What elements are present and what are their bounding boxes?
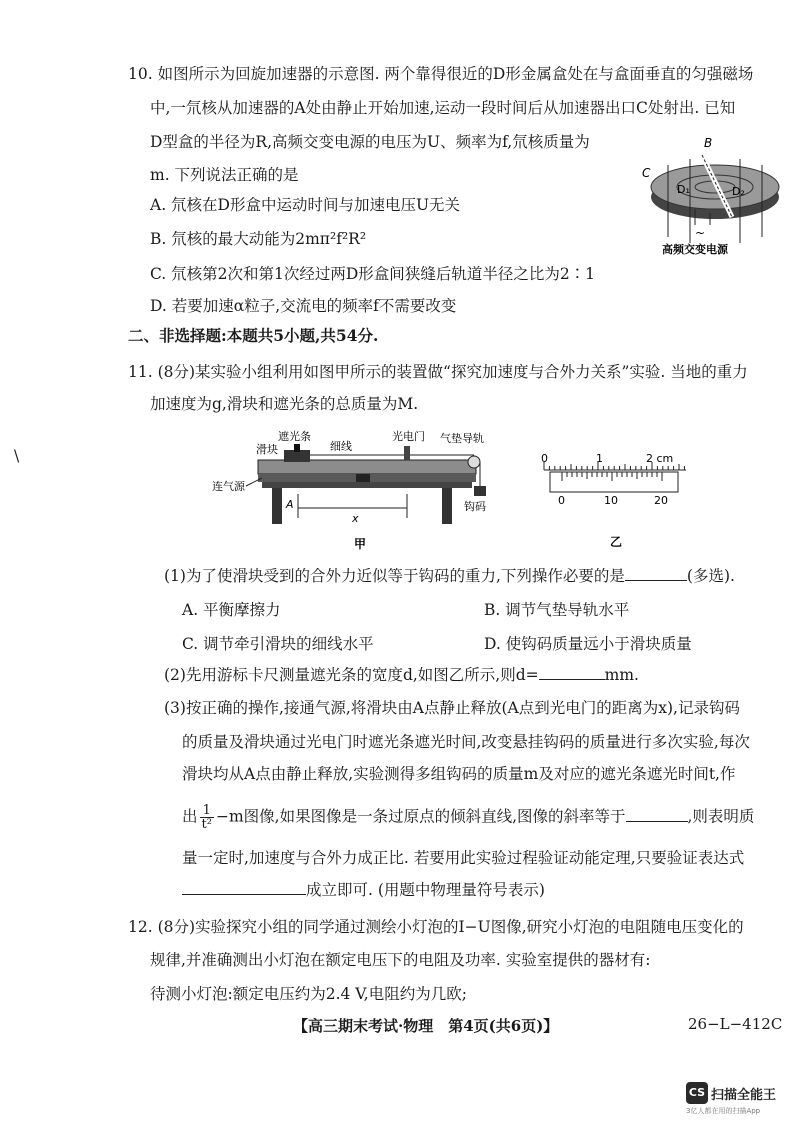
q11-sub1-note: (多选). <box>686 567 735 585</box>
label-d2: D₂ <box>732 185 745 198</box>
table-leg-left <box>272 488 282 524</box>
fraction-denominator: t² <box>201 817 212 832</box>
table-top <box>262 482 472 488</box>
q11-sub3-line2: 的质量及滑块通过光电门时遮光条遮光时间,改变悬挂钩码的质量进行多次实验,每次 <box>182 733 750 751</box>
q11-sub3-line3: 滑块均从A点由静止释放,实验测得多组钩码的质量m及对应的遮光条遮光时间t,作 <box>182 765 736 783</box>
q10-line2: 中,一氘核从加速器的A处由静止开始加速,运动一段时间后从加速器出口C处射出. 已知 <box>150 99 736 117</box>
vernier-tick-label-0: 0 <box>558 494 565 507</box>
q11-sub3-slope-blank[interactable] <box>626 807 688 822</box>
q10-option-b: B. 氘核的最大动能为2mπ²f²R² <box>150 230 367 248</box>
q11-sub1-option-c: C. 调节牵引滑块的细线水平 <box>182 635 374 653</box>
caption-jia: 甲 <box>354 537 367 551</box>
q11-sub1-option-b: B. 调节气垫导轨水平 <box>484 601 630 619</box>
label-d1: D₁ <box>677 183 690 196</box>
q11-sub1-stem: (1)为了使滑块受到的合外力近似等于钩码的重力,下列操作必要的是 <box>164 567 625 585</box>
q10-line1: 10. 如图所示为回旋加速器的示意图. 两个靠得很近的D形金属盒处在与盒面垂直的匀强磁场 <box>128 65 754 83</box>
fraction-one-over-t-squared <box>200 804 214 831</box>
page-footer: 【高三期末考试·物理 第4页(共6页)】 <box>293 1017 559 1035</box>
q11-sub3-line1: (3)按正确的操作,接通气源,将滑块由A点静止释放(A点到光电门的距离为x),记录钩码 <box>164 699 740 717</box>
label-hook-weight: 钩码 <box>464 500 486 513</box>
vernier-tick-label-10: 10 <box>604 494 618 507</box>
label-air-source: 连气源 <box>212 480 245 493</box>
q11-sub3-line4-middle: −m图像,如果图像是一条过原点的倾斜直线,图像的斜率等于 <box>215 807 626 826</box>
margin-mark: \ <box>14 447 20 465</box>
q11-sub3-line4-start: 出 <box>182 807 198 826</box>
shading-strip <box>294 444 300 452</box>
label-b: B <box>704 136 713 150</box>
table-leg-right <box>442 488 452 524</box>
vernier-tick-label-20: 20 <box>654 494 668 507</box>
label-tilde: ~ <box>695 226 706 240</box>
q11-sub3-line4 <box>182 804 754 831</box>
scanner-app-name: 扫描全能王 <box>711 1087 777 1103</box>
label-source: 高频交变电源 <box>662 243 728 256</box>
q10-line4: m. 下列说法正确的是 <box>150 166 299 184</box>
label-thread: 细线 <box>330 440 352 453</box>
q11-line1: 11. (8分)某实验小组利用如图甲所示的装置做“探究加速度与合外力关系”实验. 当地的重力 <box>128 363 748 381</box>
pulley <box>468 456 480 468</box>
label-slider: 滑块 <box>256 443 278 456</box>
scanner-tagline: 3亿人都在用的扫描App <box>686 1107 761 1115</box>
label-shading-strip: 遮光条 <box>278 430 311 443</box>
air-track <box>258 460 476 474</box>
q11-sub3-line6 <box>182 880 545 900</box>
photogate <box>404 446 410 460</box>
q11-sub3-line6-text: 成立即可. (用题中物理量符号表示) <box>306 881 545 899</box>
cyclotron-figure <box>640 125 790 260</box>
q11-sub3-expression-blank[interactable] <box>182 880 306 895</box>
q11-sub1-option-d: D. 使钩码质量远小于滑块质量 <box>484 635 692 653</box>
q11-sub2 <box>164 665 639 685</box>
vernier-scale <box>550 472 678 492</box>
label-c: C <box>642 166 651 180</box>
q11-sub1 <box>164 566 735 586</box>
q12-line2: 规律,并准确测出小灯泡在额定电压下的电阻及功率. 实验室提供的器材有: <box>150 951 651 969</box>
q11-line2: 加速度为g,滑块和遮光条的总质量为M. <box>150 395 419 413</box>
caption-yi: 乙 <box>610 535 623 549</box>
exam-code: 26−L−412C <box>688 1015 783 1033</box>
q11-sub2-unit: mm. <box>604 666 639 684</box>
screw-support <box>356 474 370 482</box>
q12-line1: 12. (8分)实验探究小组的同学通过测绘小灯泡的I−U图像,研究小灯泡的电阻随电压变化的 <box>128 918 744 936</box>
q11-sub2-answer-blank[interactable] <box>539 665 605 680</box>
main-tick-label-2: 2 cm <box>646 452 674 465</box>
air-track-figure <box>206 428 506 558</box>
q11-sub2-stem: (2)先用游标卡尺测量遮光条的宽度d,如图乙所示,则d= <box>164 666 539 684</box>
q11-sub3-line4-end: ,则表明质 <box>687 807 755 826</box>
main-tick-label-0: 0 <box>541 452 548 465</box>
label-a: A <box>286 498 294 511</box>
scanner-watermark <box>686 1082 776 1116</box>
q12-line3: 待测小灯泡:额定电压约为2.4 V,电阻约为几欧; <box>150 985 467 1003</box>
label-photogate: 光电门 <box>392 430 425 443</box>
q10-line3: D型盒的半径为R,高频交变电源的电压为U、频率为f,氘核质量为 <box>150 133 590 151</box>
q10-option-c: C. 氘核第2次和第1次经过两D形盒间狭缝后轨道半径之比为2∶1 <box>150 265 596 283</box>
q10-option-a: A. 氘核在D形盒中运动时间与加速电压U无关 <box>150 196 461 214</box>
q11-sub1-option-a: A. 平衡摩擦力 <box>182 601 281 619</box>
q11-sub1-answer-blank[interactable] <box>625 566 687 581</box>
scanner-logo-icon: CS <box>686 1082 708 1104</box>
vernier-caliper-figure <box>536 448 696 558</box>
fraction-numerator: 1 <box>200 804 214 818</box>
label-air-track: 气垫导轨 <box>440 432 484 445</box>
section-2-header: 二、非选择题:本题共5小题,共54分. <box>128 326 379 345</box>
label-x: x <box>352 512 359 525</box>
main-tick-label-1: 1 <box>596 452 603 465</box>
hook-weight <box>474 486 486 496</box>
q11-sub3-line5: 量一定时,加速度与合外力成正比. 若要用此实验过程验证动能定理,只要验证表达式 <box>182 849 745 867</box>
q10-option-d: D. 若要加速α粒子,交流电的频率f不需要改变 <box>150 297 457 315</box>
